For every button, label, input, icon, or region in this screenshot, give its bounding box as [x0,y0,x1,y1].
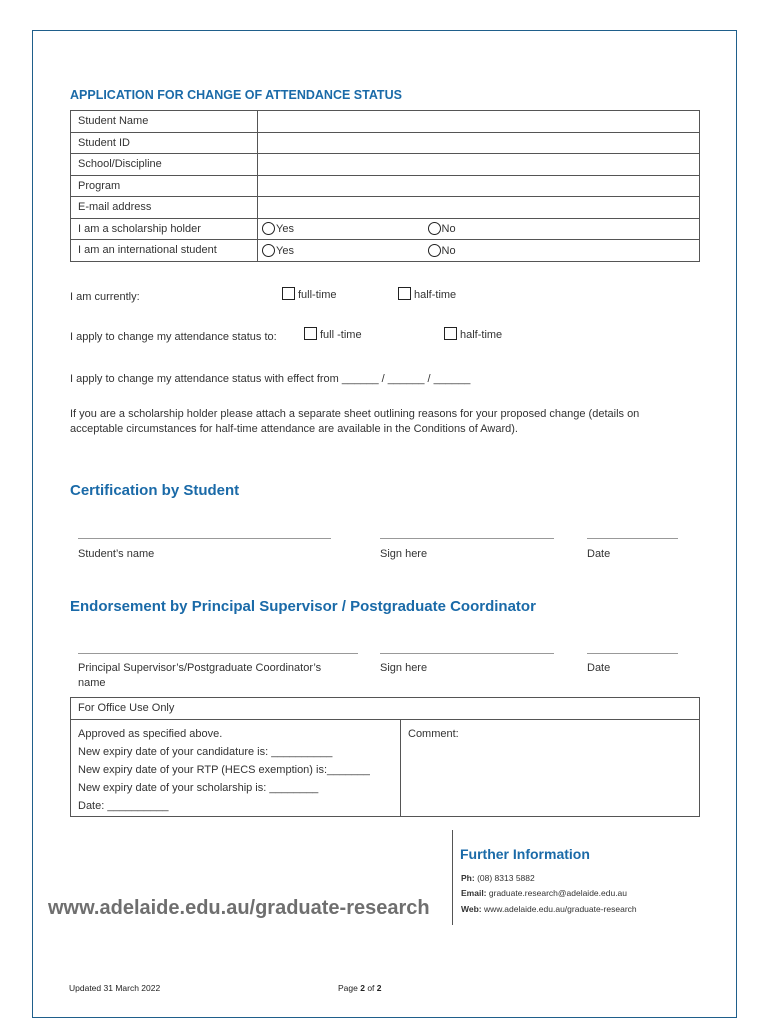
supervisor-date-line[interactable] [587,653,678,654]
further-info-divider [452,830,453,925]
scholarship-note-line-1: If you are a scholarship holder please attach a separate sheet outlining reasons for your proposed change (details on [70,408,640,420]
endorsement-heading: Endorsement by Principal Supervisor / Postgraduate Coordinator [70,598,536,615]
office-line: Date: __________ [78,800,169,812]
supervisor-sign-caption: Sign here [380,662,428,674]
currently-half-time-option[interactable]: half-time [398,287,456,301]
supervisor-date-caption: Date [587,662,611,674]
scholarship-yes-option[interactable]: Yes [258,218,428,240]
office-comment-label: Comment: [408,728,459,740]
radio-icon[interactable] [262,244,275,257]
office-line: New expiry date of your scholarship is: ________ [78,782,319,794]
apply-change-label: I apply to change my attendance status to: [70,331,277,343]
international-student-label: I am an international student [71,240,258,262]
office-use-box [70,697,700,817]
student-name-label: Student Name [71,111,258,133]
program-field[interactable] [258,175,700,197]
school-discipline-label: School/Discipline [71,154,258,176]
apply-full-time-option[interactable]: full -time [304,327,362,341]
office-use-header: For Office Use Only [71,698,699,720]
table-row [71,218,700,240]
student-name-caption: Student’s name [78,548,155,560]
table-row [71,154,700,176]
student-name-signature-line[interactable] [78,538,331,539]
checkbox-icon[interactable] [304,327,317,340]
international-yes-option[interactable]: Yes [258,240,428,262]
supervisor-sign-line[interactable] [380,653,554,654]
student-info-table [70,110,700,262]
graduate-research-url[interactable]: www.adelaide.edu.au/graduate-research [48,897,430,919]
form-title: APPLICATION FOR CHANGE OF ATTENDANCE STATUS [70,88,402,102]
supervisor-name-caption-line-2: name [78,677,106,689]
further-info-heading: Further Information [460,846,590,862]
office-approval-section [71,720,401,816]
scholarship-note-line-2: acceptable circumstances for half-time attendance are available in the Conditions of Award). [70,423,518,435]
table-row [71,240,700,262]
currently-full-time-option[interactable]: full-time [282,287,337,301]
phone-line: Ph: (08) 8313 5882 [461,873,535,883]
web-line: Web: www.adelaide.edu.au/graduate-research [461,904,637,914]
international-no-option[interactable]: No [428,240,700,262]
radio-icon[interactable] [428,222,441,235]
certification-heading: Certification by Student [70,482,240,499]
checkbox-icon[interactable] [282,287,295,300]
updated-date: Updated 31 March 2022 [69,983,161,993]
email-field[interactable] [258,197,700,219]
radio-icon[interactable] [262,222,275,235]
student-name-field[interactable] [258,111,700,133]
apply-half-time-option[interactable]: half-time [444,327,502,341]
student-sign-caption: Sign here [380,548,428,560]
scholarship-holder-label: I am a scholarship holder [71,218,258,240]
table-row [71,111,700,133]
scholarship-no-option[interactable]: No [428,218,700,240]
radio-icon[interactable] [428,244,441,257]
student-id-field[interactable] [258,132,700,154]
currently-label: I am currently: [70,291,140,303]
checkbox-icon[interactable] [444,327,457,340]
supervisor-name-caption-line-1: Principal Supervisor’s/Postgraduate Coordinator’s [78,662,322,674]
page-number: Page 2 of 2 [338,983,382,993]
checkbox-icon[interactable] [398,287,411,300]
student-id-label: Student ID [71,132,258,154]
email-line: Email: graduate.research@adelaide.edu.au [461,888,628,898]
effect-from-line: I apply to change my attendance status with effect from ______ / ______ / ______ [70,373,471,385]
email-label: E-mail address [71,197,258,219]
office-line: Approved as specified above. [78,728,223,740]
student-sign-line[interactable] [380,538,554,539]
table-row [71,175,700,197]
web-link[interactable]: www.adelaide.edu.au/graduate-research [484,904,637,914]
table-row [71,197,700,219]
office-line: New expiry date of your RTP (HECS exemption) is:_______ [78,764,370,776]
office-line: New expiry date of your candidature is: __________ [78,746,333,758]
student-date-line[interactable] [587,538,678,539]
school-discipline-field[interactable] [258,154,700,176]
email-link[interactable]: graduate.research@adelaide.edu.au [488,888,628,898]
supervisor-name-line[interactable] [78,653,358,654]
student-date-caption: Date [587,548,611,560]
table-row [71,132,700,154]
program-label: Program [71,175,258,197]
